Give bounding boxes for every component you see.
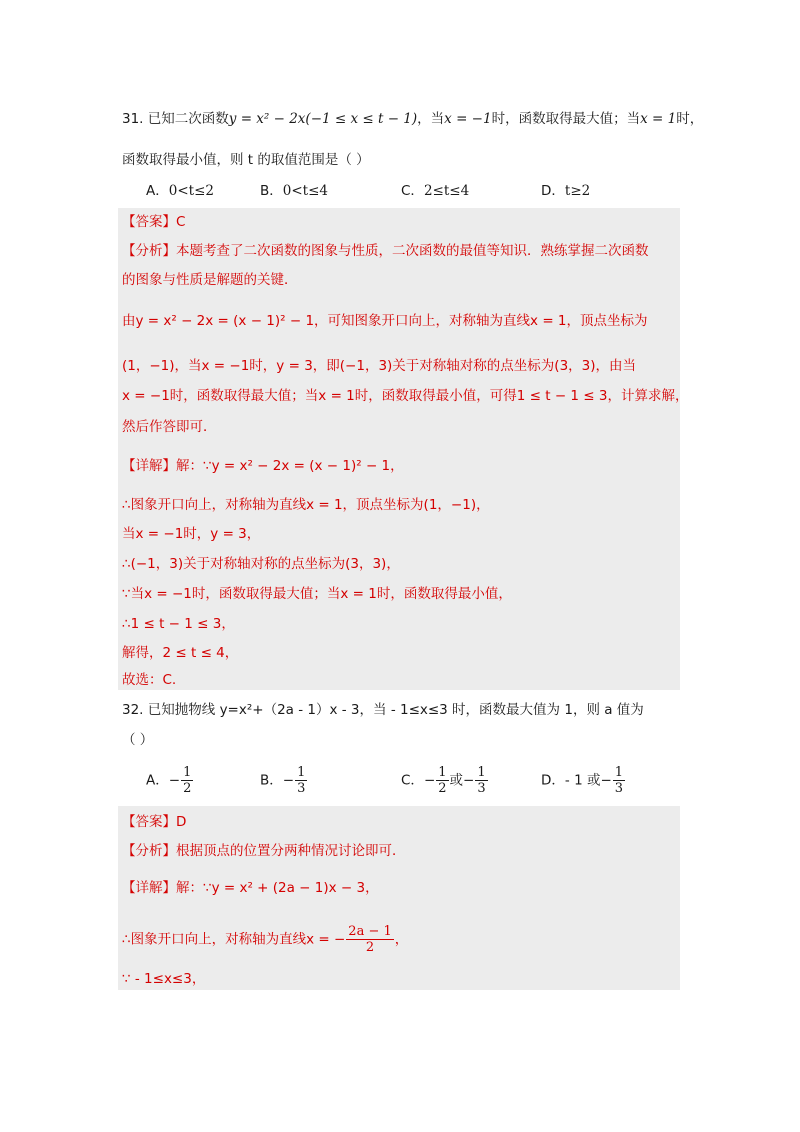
q31-option-c [401,181,469,201]
fraction-denominator: 2 [183,781,192,796]
q32-detail-line2 [122,924,408,955]
option-fraction [436,765,448,796]
option-fraction-2 [475,765,487,796]
q31-analysis-line2: 的图象与性质是解题的关键． [122,272,298,288]
q31-stem-d: 时， [676,111,704,127]
q31-stem-a: 已知二次函数 [147,111,229,127]
q32-detail-line1: 【详解】解：∵y = x² + (2a − 1)x − 3， [122,880,379,896]
option-text: 0<t≤2 [168,183,214,199]
option-fraction [181,765,193,796]
option-label: B． [260,772,283,789]
option-label: B． [260,183,283,199]
q31-detail-line5: ∵当x = −1时，函数取得最大值；当x = 1时，函数取得最小值， [122,586,512,602]
option-prefix: − [423,772,436,789]
q31-detail-line1: 【详解】解：∵y = x² − 2x = (x − 1)² − 1， [122,458,404,474]
q31-analysis-line3: 由y = x² − 2x = (x − 1)² − 1，可知图象开口向上，对称轴为直线x = 1，顶点坐标为 [122,313,648,329]
option-label: D． [541,183,565,199]
fraction-numerator: 1 [297,765,306,780]
q31-analysis-line4: (1，−1)，当x = −1时，y = 3，即(−1，3)关于对称轴对称的点坐标为(3，3)，由当 [122,358,637,374]
q31-option-b [260,181,328,201]
q32-analysis: 【分析】根据顶点的位置分两种情况讨论即可． [122,843,406,859]
q31-analysis-line1: 【分析】本题考查了二次函数的图象与性质，二次函数的最值等知识．熟练掌握二次函数 [122,243,649,259]
option-fraction [613,765,625,796]
q31-stem-line2: 函数取得最小值，则 t 的取值范围是（ ） [122,152,370,168]
option-prefix: − [168,772,181,789]
option-prefix: - 1 或− [564,772,612,789]
fraction-denominator: 3 [477,781,486,796]
option-text: t≥2 [564,183,591,199]
fraction-denominator: 2 [365,940,375,955]
q31-stem-line1 [122,109,703,129]
fraction-numerator: 1 [183,765,192,780]
option-text: 0<t≤4 [282,183,328,199]
q31-analysis-line6: 然后作答即可． [122,419,217,435]
q31-detail-line6: ∴1 ≤ t − 1 ≤ 3， [122,616,235,632]
q32-number: 32. [122,702,144,718]
option-prefix: − [282,772,295,789]
q32-option-c [401,765,489,796]
q32-stem-text: 已知抛物线 y=x²+（2a - 1）x - 3，当 - 1≤x≤3 时，函数最大值为 1，则 a 值为 [147,702,644,718]
q31-option-d [541,181,590,201]
q32-answer: 【答案】D [122,814,187,830]
fraction-numerator: 1 [477,765,486,780]
option-label: C． [401,183,424,199]
axis-fraction [346,924,393,955]
q31-detail-line3: 当x = −1时，y = 3， [122,526,261,542]
q31-analysis-line5: x = −1时，函数取得最大值；当x = 1时，函数取得最小值，可得1 ≤ t − 1 ≤ 3，计算求解， [122,388,689,404]
q31-detail-line7: 解得，2 ≤ t ≤ 4， [122,645,239,661]
q31-cond1: x = −1 [444,111,492,127]
q32-detail-line3: ∵ - 1≤x≤3， [122,971,206,987]
q32-option-a [146,765,194,796]
q31-option-a [146,181,214,201]
q32-solution-box [118,806,680,990]
option-label: D． [541,772,565,789]
option-text: 2≤t≤4 [423,183,470,199]
q32-option-d [541,765,626,796]
q31-solution-box [118,208,689,690]
fraction-numerator: 1 [438,765,447,780]
q31-stem-c: 时，函数取得最大值；当 [491,111,641,127]
option-fraction [295,765,307,796]
fraction-denominator: 2 [438,781,447,796]
q31-answer: 【答案】C [122,214,186,230]
fraction-denominator: 3 [297,781,306,796]
fraction-numerator: 2a − 1 [348,924,392,939]
option-suffix: 或− [449,772,475,789]
q32-stem-line1 [122,700,644,720]
q31-stem-expr: y = x² − 2x(−1 ≤ x ≤ t − 1) [228,111,418,127]
fraction-numerator: 1 [614,765,624,780]
q32-stem-line2: （ ） [122,732,154,748]
q31-detail-line4: ∴(−1，3)关于对称轴对称的点坐标为(3，3)， [122,556,400,572]
fraction-denominator: 3 [614,781,624,796]
q31-stem-b: ，当 [417,111,445,127]
option-label: C． [401,772,424,789]
q31-number: 31. [122,111,144,127]
option-label: A． [146,183,169,199]
q32-option-b [260,765,308,796]
option-label: A． [146,772,169,789]
q31-cond2: x = 1 [640,111,677,127]
q31-detail-line2: ∴图象开口向上，对称轴为直线x = 1，顶点坐标为(1，−1)， [122,497,490,513]
q31-detail-line8: 故选：C. [122,672,177,688]
q32-detail-line2-end: ， [394,931,409,948]
q32-detail-line2-text: ∴图象开口向上，对称轴为直线x = − [122,931,346,948]
